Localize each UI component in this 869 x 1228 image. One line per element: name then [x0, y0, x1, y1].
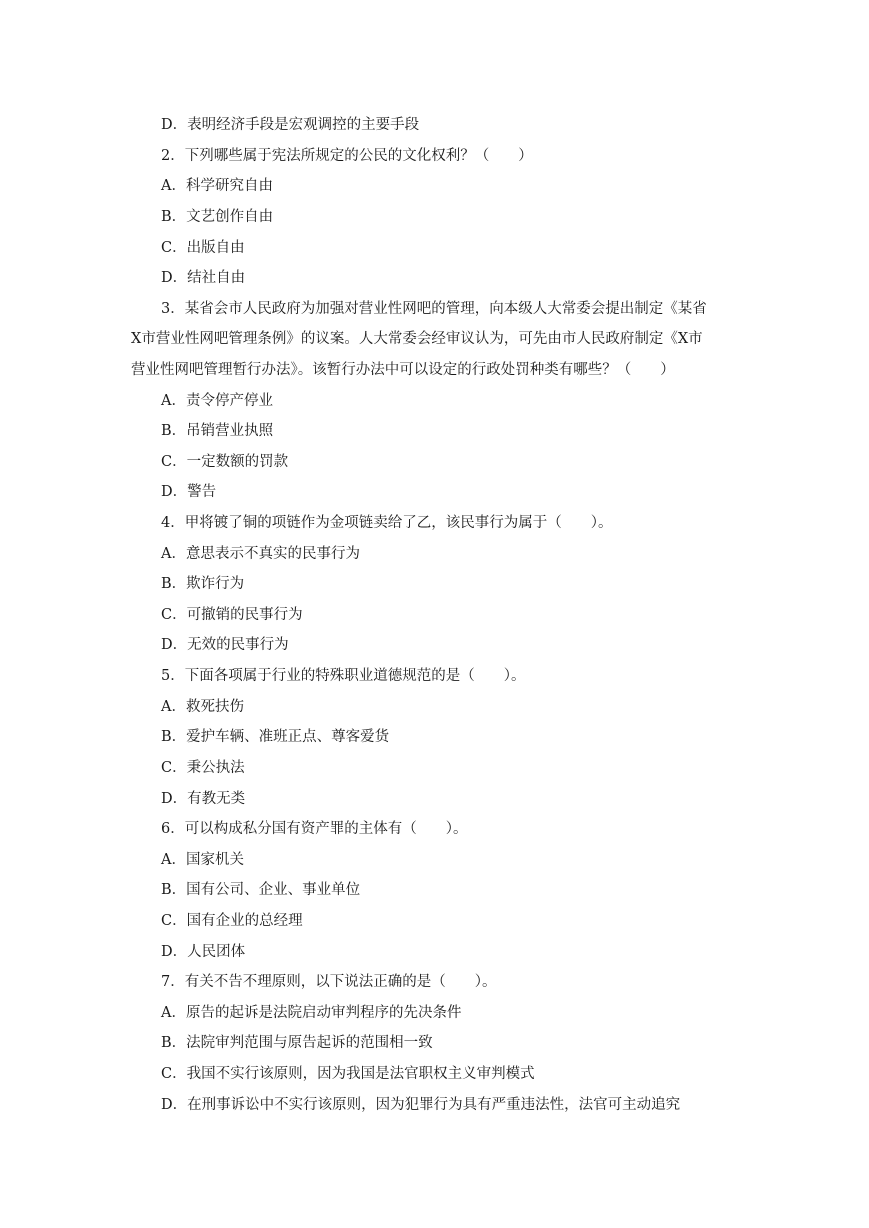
option-d-q5: D．有教无类 [161, 791, 246, 807]
option-b-q7: B．法院审判范围与原告起诉的范围相一致 [161, 1035, 433, 1051]
option-a-q5: A．救死扶伤 [161, 699, 244, 715]
question-2: 2．下列哪些属于宪法所规定的公民的文化权利？（ ） [161, 148, 533, 164]
option-c-q6: C．国有企业的总经理 [161, 913, 303, 929]
question-3: 3．某省会市人民政府为加强对营业性网吧的管理，向本级人大常委会提出制定《某省 [161, 301, 707, 317]
option-a-q3: A．责令停产停业 [161, 393, 273, 409]
option-a-q2: A．科学研究自由 [161, 178, 273, 194]
question-3-cont-2: 营业性网吧管理暂行办法》。该暂行办法中可以设定的行政处罚种类有哪些？（ ） [131, 362, 675, 378]
option-b-q5: B．爱护车辆、准班正点、尊客爱货 [161, 729, 390, 745]
option-b-q3: B．吊销营业执照 [161, 423, 274, 439]
option-d-q2: D．结社自由 [161, 270, 246, 286]
option-d-q6: D．人民团体 [161, 944, 246, 960]
question-3-cont-1: X市营业性网吧管理条例》的议案。人大常委会经审议认为，可先由市人民政府制定《X市 [131, 331, 703, 347]
question-4: 4．甲将镀了铜的项链作为金项链卖给了乙，该民事行为属于（ ）。 [161, 515, 613, 531]
option-d-q1: D．表明经济手段是宏观调控的主要手段 [161, 117, 420, 133]
option-b-q4: B．欺诈行为 [161, 576, 245, 592]
option-c-q4: C．可撤销的民事行为 [161, 607, 303, 623]
question-6: 6．可以构成私分国有资产罪的主体有（ ）。 [161, 821, 468, 837]
question-7: 7．有关不告不理原则，以下说法正确的是（ ）。 [161, 974, 497, 990]
question-5: 5．下面各项属于行业的特殊职业道德规范的是（ ）。 [161, 668, 526, 684]
option-d-q7: D．在刑事诉讼中不实行该原则，因为犯罪行为具有严重违法性，法官可主动追究 [161, 1097, 681, 1113]
option-a-q4: A．意思表示不真实的民事行为 [161, 546, 360, 562]
option-b-q2: B．文艺创作自由 [161, 209, 274, 225]
option-c-q7: C．我国不实行该原则，因为我国是法官职权主义审判模式 [161, 1066, 535, 1082]
option-a-q7: A．原告的起诉是法院启动审判程序的先决条件 [161, 1005, 462, 1021]
option-b-q6: B．国有公司、企业、事业单位 [161, 882, 361, 898]
option-c-q3: C．一定数额的罚款 [161, 454, 289, 470]
option-c-q2: C．出版自由 [161, 240, 245, 256]
option-d-q4: D．无效的民事行为 [161, 637, 289, 653]
option-a-q6: A．国家机关 [161, 852, 244, 868]
option-d-q3: D．警告 [161, 484, 217, 500]
option-c-q5: C．秉公执法 [161, 760, 245, 776]
